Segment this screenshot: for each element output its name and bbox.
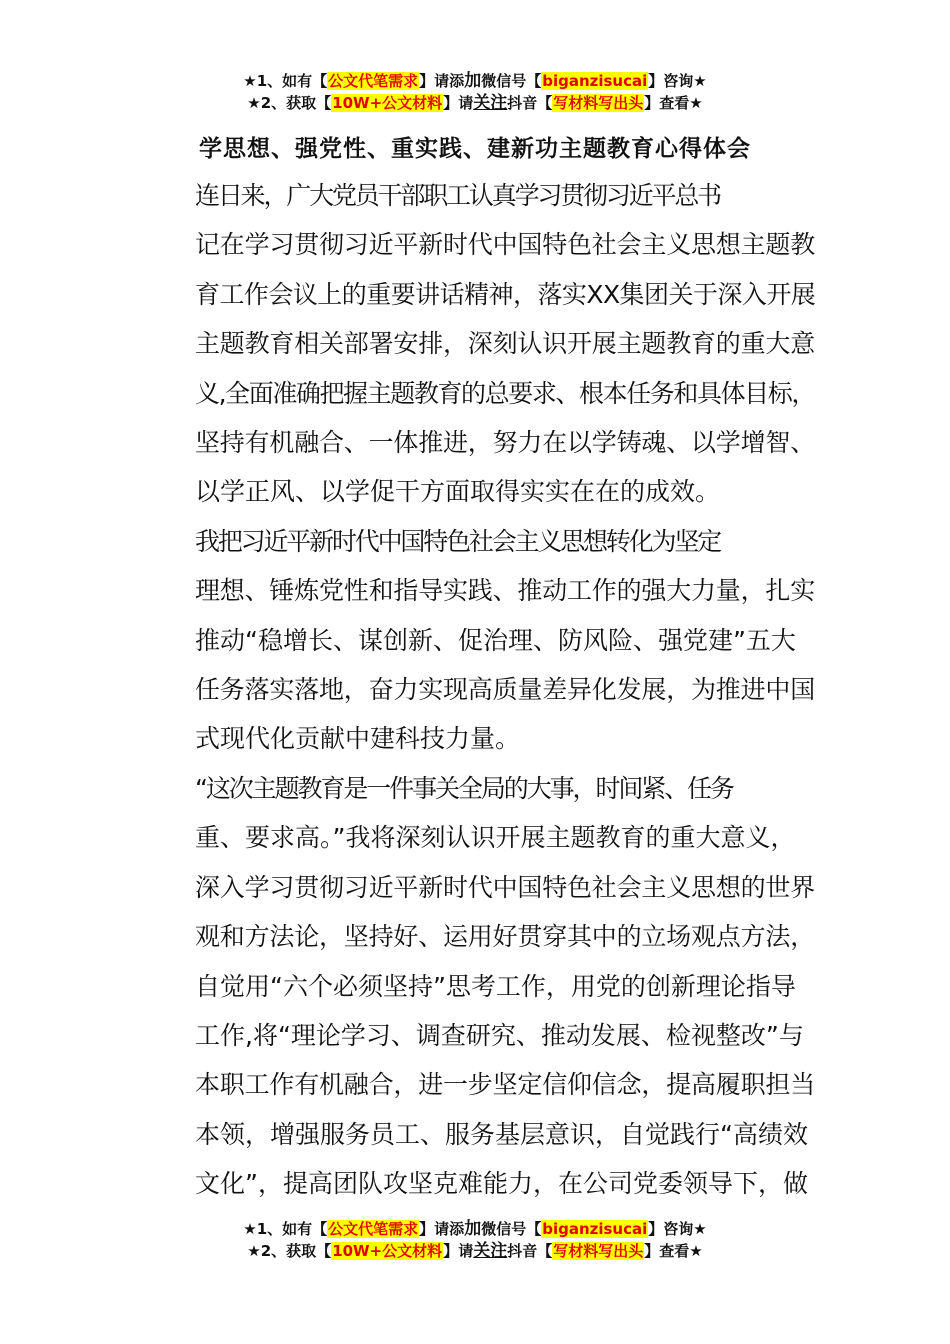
header-banner <box>0 70 950 114</box>
banner-highlight: 10W+公文材料 <box>332 1242 443 1260</box>
banner-highlight: 写材料写出头 <box>553 1242 644 1260</box>
text-line: 自觉用“六个必须坚持”思考工作，用党的创新理论指导 <box>195 971 796 1001</box>
banner-emphasis: 关注 <box>473 93 508 113</box>
document-body <box>145 171 815 1209</box>
text-line: 育工作会议上的重要讲话精神，落实XX集团关于深入开展 <box>195 279 816 309</box>
banner-emphasis: 加 <box>464 71 482 91</box>
banner-text: 】请添 <box>419 72 465 90</box>
banner-text: 】查看★ <box>644 94 703 112</box>
text-line: 深入学习贯彻习近平新时代中国特色社会主义思想的世界 <box>195 872 816 902</box>
text-line: 坚持有机融合、一体推进，努力在以学铸魂、以学增智、 <box>195 428 816 458</box>
text-line: “这次主题教育是一件事关全局的大事，时间紧、任务 <box>195 773 733 803</box>
banner-text: 】咨询★ <box>648 1220 707 1238</box>
text-line: 本职工作有机融合，进一步坚定信仰信念，提高履职担当 <box>195 1070 816 1100</box>
banner-line-2 <box>0 1240 950 1262</box>
banner-highlight: 10W+公文材料 <box>332 94 443 112</box>
banner-emphasis: 关注 <box>473 1241 508 1261</box>
text-line: 工作,将“理论学习、调查研究、推动发展、检视整改”与 <box>195 1020 804 1050</box>
body-paragraph <box>145 517 815 764</box>
banner-highlight: 公文代笔需求 <box>328 72 419 90</box>
banner-text: 抖音【 <box>507 94 553 112</box>
banner-emphasis: 加 <box>464 1219 482 1239</box>
text-line: 记在学习贯彻习近平新时代中国特色社会主义思想主题教 <box>195 230 816 260</box>
banner-highlight: 写材料写出头 <box>553 94 644 112</box>
banner-line-2 <box>0 92 950 114</box>
banner-text: ★2、获取【 <box>247 1242 332 1260</box>
banner-text: 】请添 <box>419 1220 465 1238</box>
text-line: 义,全面准确把握主题教育的总要求、根本任务和具体目标， <box>195 378 815 408</box>
text-line: 主题教育相关部署安排，深刻认识开展主题教育的重大意 <box>195 329 816 359</box>
banner-text: ★1、如有【 <box>243 1220 328 1238</box>
text-line: 观和方法论，坚持好、运用好贯穿其中的立场观点方法， <box>195 922 816 952</box>
text-line: 文化”，提高团队攻坚克难能力，在公司党委领导下，做 <box>195 1169 808 1199</box>
text-line: 理想、锤炼党性和指导实践、推动工作的强大力量，扎实 <box>195 576 816 606</box>
body-paragraph <box>145 764 815 1209</box>
text-line: 式现代化贡献中建科技力量。 <box>195 724 521 754</box>
text-line: 任务落实落地，奋力实现高质量差异化发展，为推进中国 <box>195 675 816 705</box>
banner-highlight: biganzisucai <box>542 72 648 90</box>
document-title: 学思想、强党性、重实践、建新功主题教育心得体会 <box>199 136 751 162</box>
banner-text: 微信号【 <box>481 72 542 90</box>
banner-line-1 <box>0 1218 950 1240</box>
banner-text: ★1、如有【 <box>243 72 328 90</box>
text-line: 连日来，广大党员干部职工认真学习贯彻习近平总书 <box>195 181 721 210</box>
footer-banner <box>0 1218 950 1262</box>
banner-text: 微信号【 <box>481 1220 542 1238</box>
banner-text: 】咨询★ <box>648 72 707 90</box>
body-paragraph <box>145 171 815 517</box>
banner-highlight: 公文代笔需求 <box>328 1220 419 1238</box>
text-line: 本领，增强服务员工、服务基层意识，自觉践行“高绩效 <box>195 1119 808 1149</box>
banner-text: 】请 <box>443 94 474 112</box>
banner-text: ★2、获取【 <box>247 94 332 112</box>
banner-text: 】查看★ <box>644 1242 703 1260</box>
text-line: 以学正风、以学促干方面取得实实在在的成效。 <box>195 477 721 507</box>
text-line: 推动“稳增长、谋创新、促治理、防风险、强党建”五大 <box>195 625 796 655</box>
banner-line-1 <box>0 70 950 92</box>
text-line: 重、要求高。”我将深刻认识开展主题教育的重大意义， <box>195 823 796 853</box>
banner-text: 】请 <box>443 1242 474 1260</box>
banner-highlight: biganzisucai <box>542 1220 648 1238</box>
banner-text: 抖音【 <box>507 1242 553 1260</box>
text-line: 我把习近平新时代中国特色社会主义思想转化为坚定 <box>195 526 721 556</box>
